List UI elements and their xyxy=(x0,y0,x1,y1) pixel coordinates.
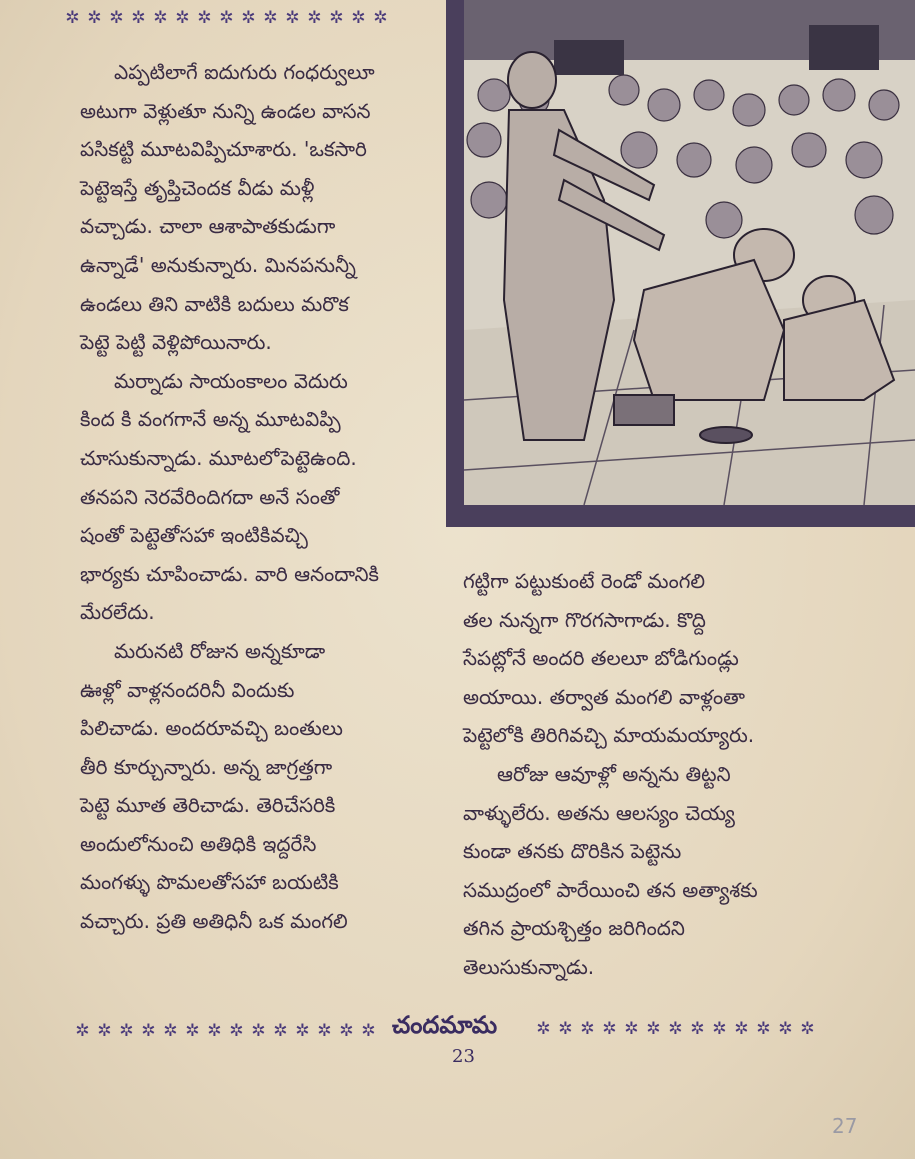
ornament-star-icon: ✲ xyxy=(219,8,235,28)
ornament-star-icon: ✲ xyxy=(141,1021,157,1041)
ornament-star-icon: ✲ xyxy=(241,8,257,28)
ornament-star-icon: ✲ xyxy=(800,1019,816,1039)
ornament-star-icon: ✲ xyxy=(207,1021,223,1041)
ornament-star-icon: ✲ xyxy=(185,1021,201,1041)
ornament-star-icon: ✲ xyxy=(558,1019,574,1039)
ornament-star-icon: ✲ xyxy=(580,1019,596,1039)
bottom-ornament-border-left xyxy=(72,1021,382,1041)
text-line: పెట్టెలోకి తిరిగివచ్చి మాయమయ్యారు. xyxy=(463,723,755,748)
ornament-star-icon: ✲ xyxy=(712,1019,728,1039)
text-line: అటుగా వెళ్లుతూ నున్ని ఉండల వాసన xyxy=(80,98,371,123)
text-line: పెట్టెఇస్తే తృప్తిచెందక వీడు మళ్లీ xyxy=(80,175,315,200)
text-line: చూసుకున్నాడు. మూటలోపెట్టెఉంది. xyxy=(80,445,357,470)
ornament-star-icon: ✲ xyxy=(295,1021,311,1041)
ornament-star-icon: ✲ xyxy=(602,1019,618,1039)
ornament-star-icon: ✲ xyxy=(690,1019,706,1039)
text-line: ఆరోజు ఆవూళ్లో అన్నను తిట్టని xyxy=(497,761,731,786)
text-line: మర్నాడు సాయంకాలం వెదురు xyxy=(114,368,348,393)
ornament-star-icon: ✲ xyxy=(351,8,367,28)
text-line: సముద్రంలో పారేయించి తన అత్యాశకు xyxy=(463,877,758,902)
left-text-column xyxy=(80,53,450,941)
text-line: వచ్చాడు. చాలా ఆశాపాతకుడుగా xyxy=(80,214,336,239)
text-line: తల నున్నగా గొరగసాగాడు. కొద్ది xyxy=(463,607,706,632)
ornament-star-icon: ✲ xyxy=(668,1019,684,1039)
ornament-star-icon: ✲ xyxy=(97,1021,113,1041)
ornament-star-icon: ✲ xyxy=(273,1021,289,1041)
right-text-column xyxy=(463,562,883,987)
text-line: ఎప్పటిలాగే ఐదుగురు గంధర్వులూ xyxy=(114,60,375,84)
ornament-star-icon: ✲ xyxy=(756,1019,772,1039)
ornament-star-icon: ✲ xyxy=(536,1019,552,1039)
text-line: కింద కి వంగగానే అన్న మూటవిప్పి xyxy=(80,407,341,432)
ornament-star-icon: ✲ xyxy=(307,8,323,28)
text-line: ఉన్నాడే' అనుకున్నారు. మినపనున్నీ xyxy=(80,252,356,277)
ornament-star-icon: ✲ xyxy=(197,8,213,28)
text-line: అయాయి. తర్వాత మంగలి వాళ్లంతా xyxy=(463,684,746,709)
page-number: 23 xyxy=(452,1046,475,1067)
ornament-star-icon: ✲ xyxy=(329,8,345,28)
ornament-star-icon: ✲ xyxy=(778,1019,794,1039)
ornament-star-icon: ✲ xyxy=(119,1021,135,1041)
ornament-star-icon: ✲ xyxy=(361,1021,377,1041)
magazine-title: చందమామ xyxy=(392,1011,498,1039)
text-line: పిలిచాడు. అందరూవచ్చి బంతులు xyxy=(80,716,343,741)
text-line: తెలుసుకున్నాడు. xyxy=(463,954,595,979)
top-ornament-border xyxy=(62,8,392,28)
ornament-star-icon: ✲ xyxy=(163,1021,179,1041)
ornament-star-icon: ✲ xyxy=(175,8,191,28)
bottom-ornament-border-right xyxy=(533,1019,838,1039)
ornament-star-icon: ✲ xyxy=(317,1021,333,1041)
crowd-scene-illustration xyxy=(464,0,915,505)
ornament-star-icon: ✲ xyxy=(251,1021,267,1041)
ornament-star-icon: ✲ xyxy=(131,8,147,28)
ornament-star-icon: ✲ xyxy=(734,1019,750,1039)
text-line: మరునటి రోజున అన్నకూడా xyxy=(114,638,326,663)
ornament-star-icon: ✲ xyxy=(263,8,279,28)
pencil-page-mark: 27 xyxy=(832,1114,858,1138)
text-line: వాళ్ళులేరు. అతను ఆలస్యం చెయ్య xyxy=(463,800,735,825)
ornament-star-icon: ✲ xyxy=(229,1021,245,1041)
ornament-star-icon: ✲ xyxy=(339,1021,355,1041)
text-line: పసికట్టి మూటవిప్పిచూశారు. 'ఒకసారి xyxy=(80,137,367,162)
ornament-star-icon: ✲ xyxy=(65,8,81,28)
text-line: సేపట్లోనే అందరి తలలూ బోడిగుండ్లు xyxy=(463,646,739,671)
ornament-star-icon: ✲ xyxy=(624,1019,640,1039)
story-illustration xyxy=(446,0,915,527)
text-line: షంతో పెట్టెతోసహా ఇంటికివచ్చి xyxy=(80,523,308,548)
text-line: భార్యకు చూపించాడు. వారి ఆనందానికి xyxy=(80,561,379,586)
text-line: తనపని నెరవేరిందిగదా అనే సంతో xyxy=(80,484,340,509)
text-line: ఊళ్లో వాళ్లనందరినీ విందుకు xyxy=(80,677,295,702)
ornament-star-icon: ✲ xyxy=(373,8,389,28)
text-line: మంగళ్ళు పొమలతోసహా బయటికి xyxy=(80,870,339,895)
text-line: పెట్టె పెట్టి వెళ్లిపోయినారు. xyxy=(80,330,272,355)
ornament-star-icon: ✲ xyxy=(285,8,301,28)
ornament-star-icon: ✲ xyxy=(87,8,103,28)
text-line: ఉండలు తిని వాటికి బదులు మరొక xyxy=(80,291,349,316)
text-line: తగిన ప్రాయశ్చిత్తం జరిగిందని xyxy=(463,916,685,941)
text-line: తీరి కూర్చున్నారు. అన్న జాగ్రత్తగా xyxy=(80,754,333,779)
text-line: కుండా తనకు దొరికిన పెట్టెను xyxy=(463,839,682,864)
ornament-star-icon: ✲ xyxy=(75,1021,91,1041)
text-line: వచ్చారు. ప్రతి అతిధినీ ఒక మంగలి xyxy=(80,909,348,934)
text-line: అందులోనుంచి అతిధికి ఇద్దరేసి xyxy=(80,831,317,856)
ornament-star-icon: ✲ xyxy=(646,1019,662,1039)
ornament-star-icon: ✲ xyxy=(153,8,169,28)
ornament-star-icon: ✲ xyxy=(109,8,125,28)
text-line: పెట్టె మూత తెరిచాడు. తెరిచేసరికి xyxy=(80,793,336,818)
text-line: మేరలేదు. xyxy=(80,600,155,625)
text-line: గట్టిగా పట్టుకుంటే రెండో మంగలి xyxy=(463,569,706,593)
